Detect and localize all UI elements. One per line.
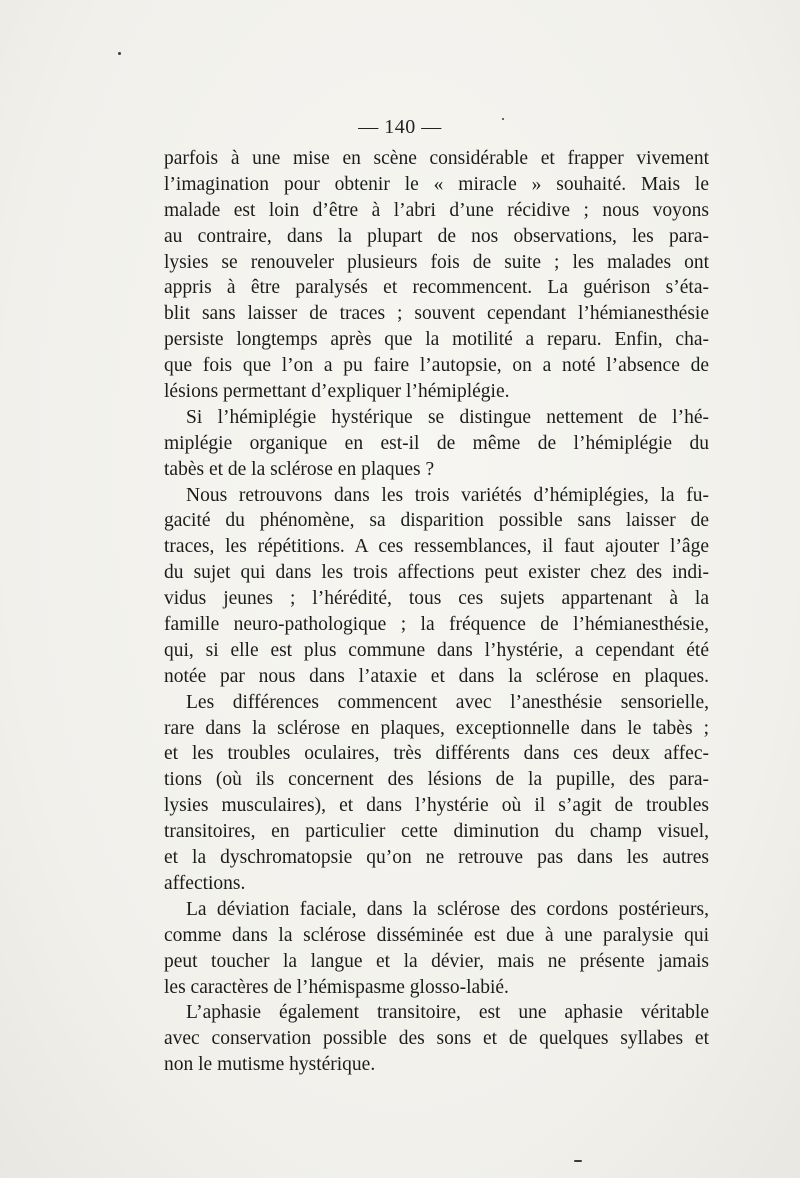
body-text <box>164 146 709 1078</box>
text-line: que fois que l’on a pu faire l’autopsie, on a noté l’absence de <box>164 355 709 377</box>
ink-speck <box>502 118 504 120</box>
text-line: tabès et de la sclérose en plaques ? <box>164 458 435 480</box>
text-line: blit sans laisser de traces ; souvent cependant l’hémianesthésie <box>164 303 709 325</box>
text-line: Les différences commencent avec l’anesthésie sensorielle, <box>186 691 709 713</box>
paragraph <box>164 897 709 1001</box>
text-line: affections. <box>164 872 246 894</box>
text-line: transitoires, en particulier cette diminution du champ visuel, <box>164 821 709 843</box>
ink-speck <box>574 1160 582 1162</box>
text-line: famille neuro-pathologique ; la fréquence de l’hémianesthésie, <box>164 614 709 636</box>
text-line: les caractères de l’hémispasme glosso-labié. <box>164 976 509 998</box>
text-line: comme dans la sclérose disséminée est due à une paralysie qui <box>164 924 709 946</box>
text-line: et les troubles oculaires, très différents dans ces deux affec- <box>164 743 709 765</box>
text-line: non le mutisme hystérique. <box>164 1054 376 1076</box>
text-line: qui, si elle est plus commune dans l’hystérie, a cependant été <box>164 639 709 661</box>
text-line: Si l’hémiplégie hystérique se distingue nettement de l’hé- <box>186 406 709 428</box>
page-number: — 140 — <box>358 116 442 138</box>
text-line: du sujet qui dans les trois affections peut exister chez des indi- <box>164 562 709 584</box>
paragraph <box>164 146 709 405</box>
text-line: rare dans la sclérose en plaques, exceptionnelle dans le tabès ; <box>164 717 709 739</box>
paragraph <box>164 690 709 897</box>
text-line: au contraire, dans la plupart de nos observations, les para- <box>164 225 709 247</box>
text-line: avec conservation possible des sons et de quelques syllabes et <box>164 1028 709 1050</box>
ink-speck <box>118 52 121 55</box>
text-line: L’aphasie également transitoire, est une aphasie véritable <box>186 1002 709 1024</box>
paragraph <box>164 1000 709 1078</box>
text-line: persiste longtemps après que la motilité a reparu. Enfin, cha- <box>164 329 709 351</box>
text-line: gacité du phénomène, sa disparition possible sans laisser de <box>164 510 709 532</box>
text-line: tions (où ils concernent des lésions de la pupille, des para- <box>164 769 709 791</box>
text-line: l’imagination pour obtenir le « miracle » souhaité. Mais le <box>164 173 709 195</box>
text-line: et la dyschromatopsie qu’on ne retrouve pas dans les autres <box>164 847 709 869</box>
paragraph <box>164 405 709 483</box>
text-line: traces, les répétitions. A ces ressemblances, il faut ajouter l’âge <box>164 536 709 558</box>
text-line: parfois à une mise en scène considérable et frapper vivement <box>164 148 709 169</box>
paragraph <box>164 483 709 690</box>
text-line: vidus jeunes ; l’hérédité, tous ces sujets appartenant à la <box>164 588 709 610</box>
text-line: malade est loin d’être à l’abri d’une récidive ; nous voyons <box>164 199 709 221</box>
text-line: peut toucher la langue et la dévier, mais ne présente jamais <box>164 950 709 972</box>
text-line: lysies se renouveler plusieurs fois de suite ; les malades ont <box>164 251 709 273</box>
text-line: notée par nous dans l’ataxie et dans la sclérose en plaques. <box>164 665 709 687</box>
text-line: appris à être paralysés et recommencent. La guérison s’éta- <box>164 277 709 299</box>
text-line: La déviation faciale, dans la sclérose des cordons postérieurs, <box>186 898 709 920</box>
text-line: Nous retrouvons dans les trois variétés d’hémiplégies, la fu- <box>186 484 709 506</box>
text-line: lysies musculaires), et dans l’hystérie où il s’agit de troubles <box>164 795 709 817</box>
text-line: lésions permettant d’expliquer l’hémiplégie. <box>164 381 510 403</box>
text-line: miplégie organique en est-il de même de l’hémiplégie du <box>164 432 709 454</box>
